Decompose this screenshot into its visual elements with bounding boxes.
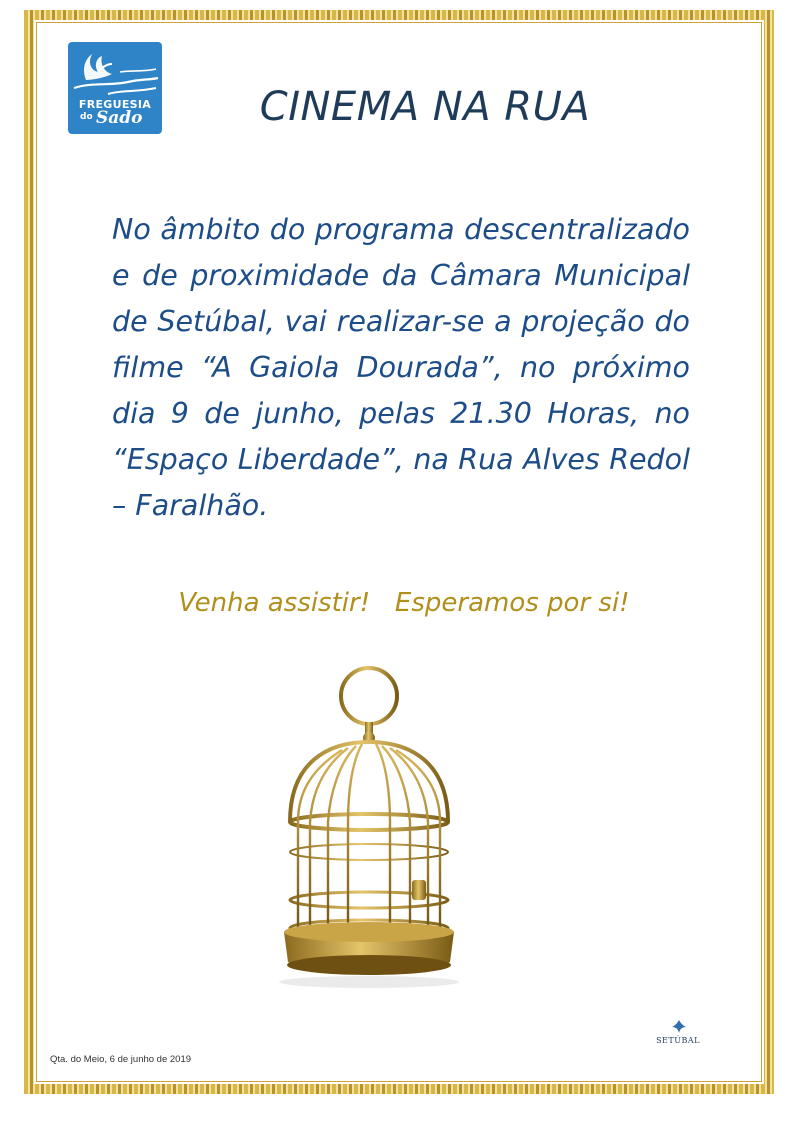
logo-freguesia-text: FREGUESIA xyxy=(78,98,152,111)
page-title: CINEMA NA RUA xyxy=(259,84,591,130)
logo-do-text: do xyxy=(80,112,93,122)
call-to-action-text: Venha assistir! Esperamos por si! xyxy=(178,588,630,618)
announcement-paragraph: No âmbito do programa descentralizado e de proximidade da Câmara Municipal de Setúbal, vai realizar-se a projeção do filme “A Gaiola Dourada”, no próximo dia 9 de junho, pelas 21.30 Horas, no “Espaço Liberdade”, na Rua Alves Redol – Faralhão. xyxy=(112,213,690,522)
freguesia-do-sado-logo xyxy=(68,42,162,134)
setubal-logo-text: SETÚBAL xyxy=(656,1036,700,1045)
setubal-swallow-icon xyxy=(672,1018,686,1034)
logo-sado-text: Sado xyxy=(96,108,143,128)
footer-date-line: Qta. do Meio, 6 de junho de 2019 xyxy=(50,1054,192,1065)
setubal-logo xyxy=(648,1018,708,1054)
golden-birdcage-icon xyxy=(268,662,470,992)
